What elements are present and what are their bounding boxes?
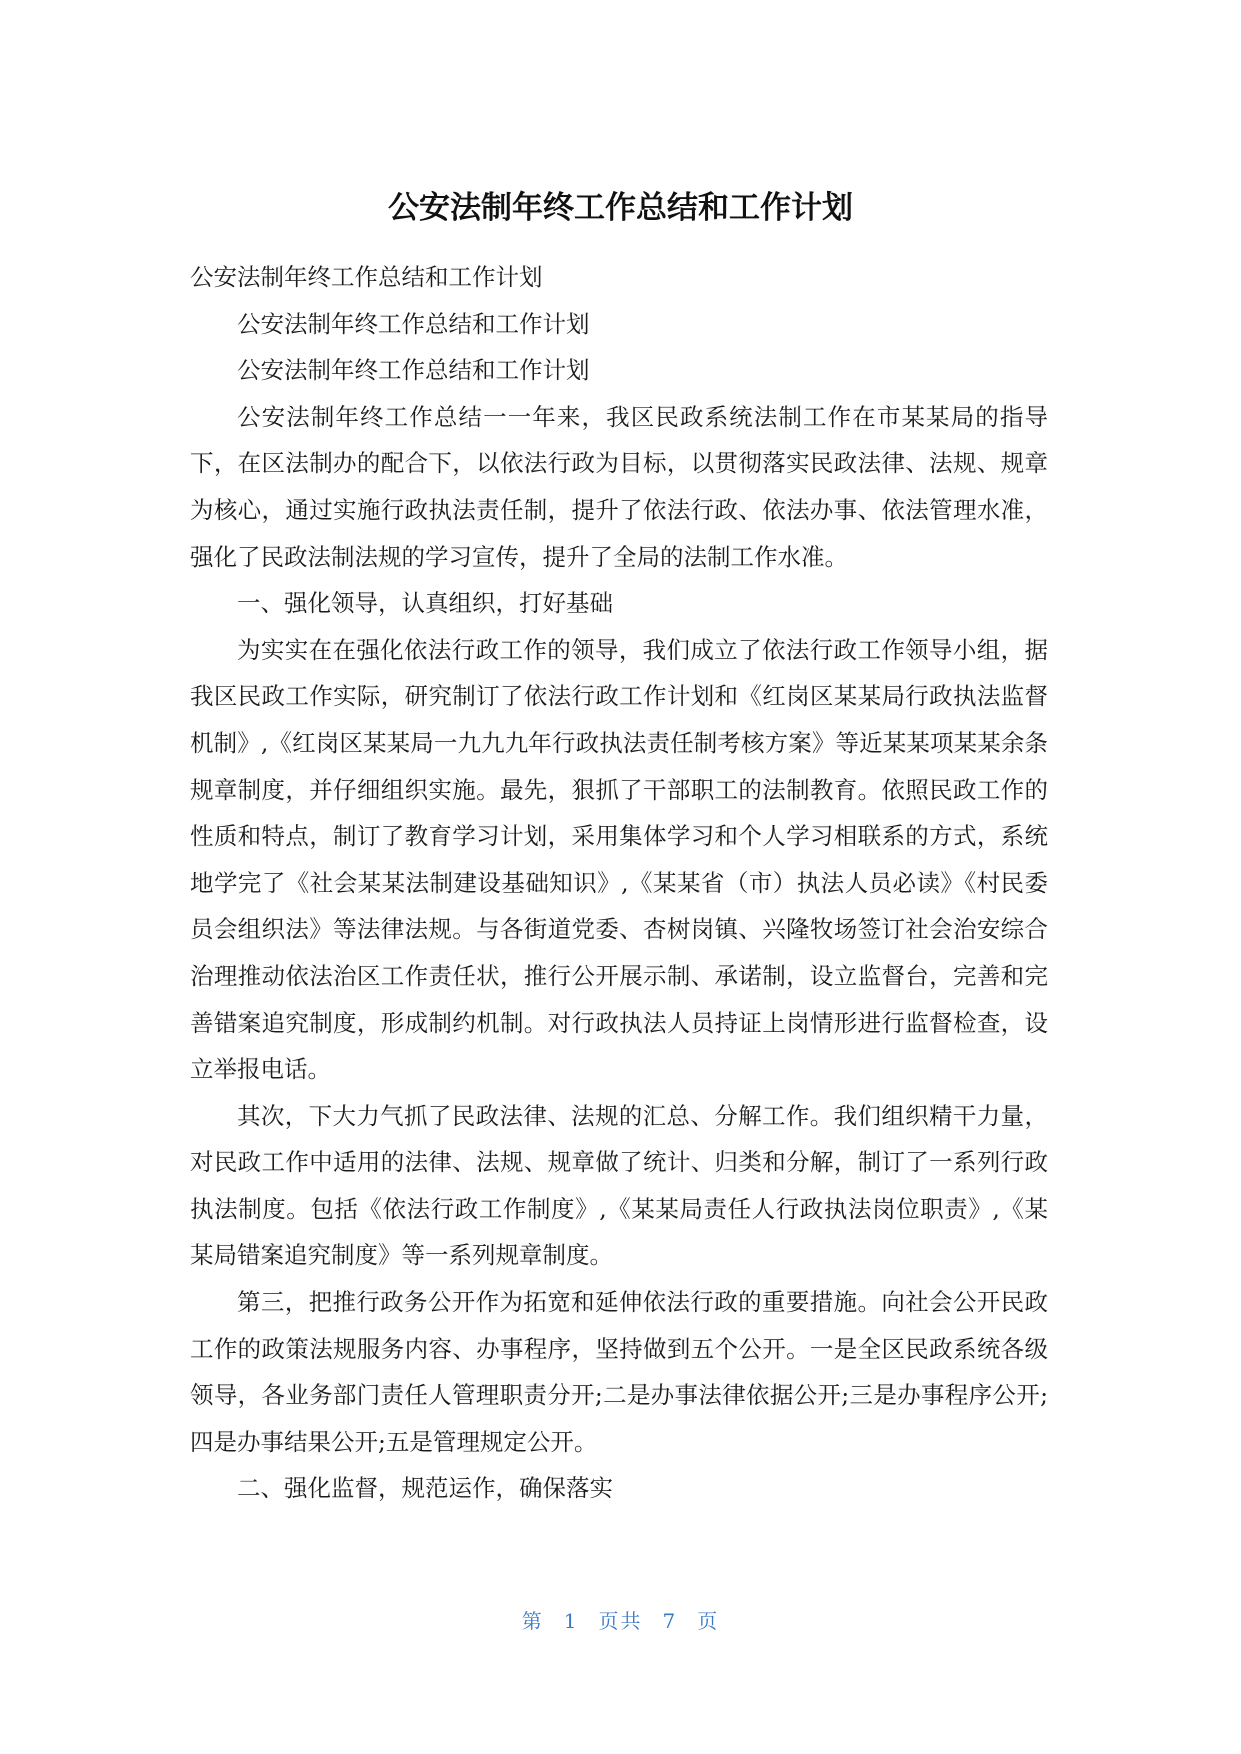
paragraph: 其次，下大力气抓了民政法律、法规的汇总、分解工作。我们组织精干力量，对民政工作中适用的法律、法规、规章做了统计、归类和分解，制订了一系列行政执法制度。包括《依法行政工作制度》,《某某局责任人行政执法岗位职责》,《某某局错案追究制度》等一系列规章制度。 <box>190 1101 1048 1270</box>
footer-total-pages: 7 <box>662 1609 678 1633</box>
paragraph: 第三，把推行政务公开作为拓宽和延伸依法行政的重要措施。向社会公开民政工作的政策法规服务内容、办事程序，坚持做到五个公开。一是全区民政系统各级领导，各业务部门责任人管理职责分开;二是办事法律依据公开;三是办事程序公开;四是办事结果公开;五是管理规定公开。 <box>190 1288 1048 1456</box>
document-body <box>190 254 1048 1512</box>
paragraph: 为实实在在强化依法行政工作的领导，我们成立了依法行政工作领导小组，据我区民政工作实际，研究制订了依法行政工作计划和《红岗区某某局行政执法监督机制》,《红岗区某某局一九九九年行政执法责任制考核方案》等近某某项某某余条规章制度，并仔细组织实施。最先，狠抓了干部职工的法制教育。依照民政工作的性质和特点，制订了教育学习计划，采用集体学习和个人学习相联系的方式，系统地学完了《社会某某法制建设基础知识》,《某某省（市）执法人员必读》《村民委员会组织法》等法律法规。与各街道党委、杏树岗镇、兴隆牧场签订社会治安综合治理推动依法治区工作责任状，推行公开展示制、承诺制，设立监督台，完善和完善错案追究制度，形成制约机制。对行政执法人员持证上岗情形进行监督检查，设立举报电话。 <box>190 635 1048 1084</box>
footer-suffix: 页 <box>697 1609 720 1633</box>
paragraph: 公安法制年终工作总结一一年来，我区民政系统法制工作在市某某局的指导下，在区法制办的配合下，以依法行政为目标，以贯彻落实民政法律、法规、规章为核心，通过实施行政执法责任制，提升了依法行政、依法办事、依法管理水准，强化了民政法制法规的学习宣传，提升了全局的法制工作水准。 <box>190 402 1048 571</box>
paragraph: 公安法制年终工作总结和工作计划 <box>237 356 590 385</box>
footer-middle: 页共 <box>598 1609 643 1633</box>
section-heading: 一、强化领导，认真组织，打好基础 <box>237 589 613 618</box>
footer-page-number: 1 <box>563 1609 579 1633</box>
paragraph: 公安法制年终工作总结和工作计划 <box>237 309 590 338</box>
footer-prefix: 第 <box>521 1609 544 1633</box>
document-title: 公安法制年终工作总结和工作计划 <box>388 190 853 226</box>
section-heading: 二、强化监督，规范运作，确保落实 <box>237 1474 613 1503</box>
page-number-footer <box>0 1607 1241 1635</box>
paragraph: 公安法制年终工作总结和工作计划 <box>190 263 543 291</box>
